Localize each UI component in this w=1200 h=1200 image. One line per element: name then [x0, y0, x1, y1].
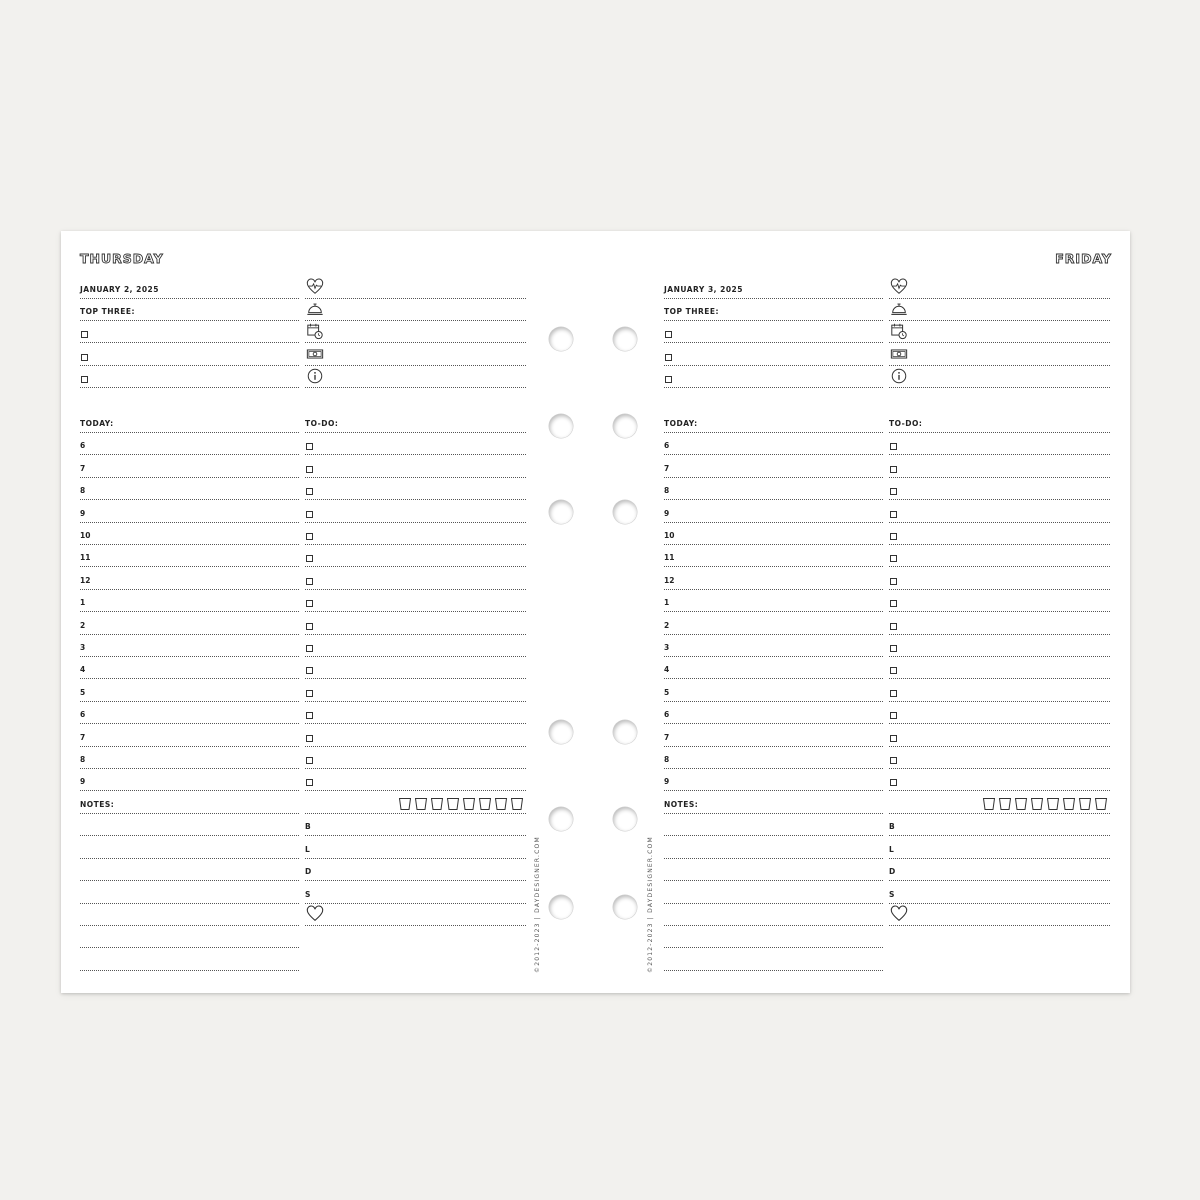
hour-label: 9 [80, 777, 86, 786]
checkbox[interactable] [306, 623, 313, 630]
hour-label: 8 [664, 486, 670, 495]
notes-line[interactable] [80, 858, 299, 881]
water-glass-icon[interactable] [414, 797, 428, 811]
checkbox[interactable] [890, 488, 897, 495]
binder-hole [549, 720, 573, 744]
notes-label: NOTES: [664, 800, 699, 809]
wellness-row[interactable] [305, 365, 526, 388]
binder-hole [549, 500, 573, 524]
today-label: TODAY: [80, 419, 114, 428]
hour-label: 1 [664, 598, 670, 607]
checkbox[interactable] [306, 757, 313, 764]
meal-label: B [305, 822, 311, 831]
hour-row[interactable] [80, 567, 299, 590]
checkbox[interactable] [890, 466, 897, 473]
checkbox[interactable] [890, 690, 897, 697]
meal-label: S [305, 890, 311, 899]
hour-label: 6 [80, 710, 86, 719]
meal-row[interactable] [889, 858, 1110, 881]
checkbox[interactable] [306, 712, 313, 719]
checkbox[interactable] [306, 690, 313, 697]
top-three-item[interactable] [664, 320, 883, 343]
hour-label: 12 [80, 576, 91, 585]
hour-row[interactable] [664, 432, 883, 455]
meal-label: L [305, 845, 310, 854]
right-column [305, 231, 526, 993]
hour-label: 8 [664, 755, 670, 764]
hour-row[interactable] [664, 724, 883, 747]
water-glass-icon[interactable] [462, 797, 476, 811]
day-title: THURSDAY [80, 251, 164, 266]
todo-item[interactable] [889, 746, 1110, 769]
gratitude-row[interactable] [889, 903, 1110, 926]
binder-hole [613, 500, 637, 524]
hour-label: 3 [80, 643, 86, 652]
day-title: FRIDAY [1055, 251, 1112, 266]
meal-label: B [889, 822, 895, 831]
today-label: TODAY: [664, 419, 698, 428]
hour-row[interactable] [80, 634, 299, 657]
meal-row[interactable] [889, 881, 1110, 904]
hour-row[interactable] [80, 500, 299, 523]
water-glass-icon[interactable] [1046, 797, 1060, 811]
copyright-text: ©2012-2023 | DAYDESIGNER.COM [647, 836, 654, 973]
wellness-row[interactable] [889, 343, 1110, 366]
hour-row[interactable] [664, 477, 883, 500]
checkbox[interactable] [306, 488, 313, 495]
hour-label: 10 [664, 531, 675, 540]
hour-row[interactable] [80, 746, 299, 769]
binder-hole [613, 720, 637, 744]
checkbox[interactable] [890, 779, 897, 786]
hour-label: 5 [80, 688, 86, 697]
page-friday [664, 231, 1110, 993]
date-row[interactable] [664, 276, 883, 299]
heartbeat-icon [890, 278, 908, 296]
water-glass-icon[interactable] [430, 797, 444, 811]
checkbox[interactable] [890, 667, 897, 674]
todo-item[interactable] [305, 477, 526, 500]
notes-line[interactable] [80, 925, 299, 948]
today-header-row[interactable] [664, 410, 883, 433]
todo-item[interactable] [889, 500, 1110, 523]
checkbox[interactable] [306, 667, 313, 674]
service-bell-icon [306, 300, 324, 318]
notes-line[interactable] [80, 836, 299, 859]
hour-row[interactable] [80, 544, 299, 567]
checkbox[interactable] [306, 779, 313, 786]
wellness-row[interactable] [305, 343, 526, 366]
hour-label: 9 [664, 777, 670, 786]
water-glass-icon[interactable] [494, 797, 508, 811]
checkbox[interactable] [665, 354, 672, 361]
wellness-row[interactable] [889, 276, 1110, 299]
todo-item[interactable] [889, 455, 1110, 478]
notes-line[interactable] [664, 881, 883, 904]
checkbox[interactable] [306, 555, 313, 562]
water-glass-icon[interactable] [1014, 797, 1028, 811]
todo-item[interactable] [889, 634, 1110, 657]
meal-row[interactable] [889, 836, 1110, 859]
todo-item[interactable] [889, 522, 1110, 545]
hour-row[interactable] [80, 768, 299, 791]
meal-row[interactable] [305, 881, 526, 904]
meal-row[interactable] [889, 813, 1110, 836]
hour-label: 11 [80, 553, 91, 562]
wellness-row[interactable] [305, 298, 526, 321]
planner-sheet [61, 231, 1130, 993]
page-thursday [80, 231, 526, 993]
water-glass-icon[interactable] [398, 797, 412, 811]
todo-item[interactable] [305, 455, 526, 478]
checkbox[interactable] [306, 645, 313, 652]
water-glass-icon[interactable] [1094, 797, 1108, 811]
notes-line[interactable] [80, 903, 299, 926]
checkbox[interactable] [890, 578, 897, 585]
right-column [889, 231, 1110, 993]
todo-item[interactable] [889, 432, 1110, 455]
hour-row[interactable] [664, 634, 883, 657]
hour-label: 3 [664, 643, 670, 652]
hour-row[interactable] [664, 522, 883, 545]
binder-hole [613, 327, 637, 351]
water-glass-icon[interactable] [478, 797, 492, 811]
hour-label: 8 [80, 486, 86, 495]
checkbox[interactable] [890, 511, 897, 518]
water-glass-icon[interactable] [982, 797, 996, 811]
today-header-row[interactable] [80, 410, 299, 433]
binder-holes [549, 231, 629, 993]
checkbox[interactable] [81, 376, 88, 383]
checkbox[interactable] [306, 578, 313, 585]
todo-item[interactable] [889, 724, 1110, 747]
hour-row[interactable] [80, 432, 299, 455]
todo-item[interactable] [305, 746, 526, 769]
hour-label: 7 [664, 464, 670, 473]
hour-label: 2 [80, 621, 86, 630]
water-glass-icon[interactable] [998, 797, 1012, 811]
todo-item[interactable] [889, 477, 1110, 500]
wellness-row[interactable] [305, 276, 526, 299]
top-three-item[interactable] [80, 343, 299, 366]
notes-line[interactable] [80, 881, 299, 904]
notes-header-row[interactable] [80, 791, 299, 814]
hour-row[interactable] [664, 455, 883, 478]
todo-item[interactable] [305, 701, 526, 724]
wellness-row[interactable] [305, 320, 526, 343]
wellness-row[interactable] [889, 298, 1110, 321]
hour-row[interactable] [664, 679, 883, 702]
copyright-text: ©2012-2023 | DAYDESIGNER.COM [534, 836, 541, 973]
checkbox[interactable] [890, 757, 897, 764]
notes-line[interactable] [80, 948, 299, 971]
hour-row[interactable] [664, 746, 883, 769]
binder-hole [549, 807, 573, 831]
top-three-row[interactable] [664, 298, 883, 321]
top-three-item[interactable] [80, 365, 299, 388]
checkbox[interactable] [81, 354, 88, 361]
hour-row[interactable] [80, 724, 299, 747]
calendar-clock-icon [306, 322, 324, 340]
wellness-row[interactable] [889, 365, 1110, 388]
hour-label: 1 [80, 598, 86, 607]
checkbox[interactable] [665, 376, 672, 383]
binder-hole [549, 414, 573, 438]
todo-item[interactable] [889, 612, 1110, 635]
checkbox[interactable] [890, 712, 897, 719]
notes-line[interactable] [664, 948, 883, 971]
money-icon [890, 345, 908, 363]
hour-label: 11 [664, 553, 675, 562]
todo-item[interactable] [889, 656, 1110, 679]
gratitude-row[interactable] [305, 903, 526, 926]
water-glass-icon[interactable] [446, 797, 460, 811]
hour-row[interactable] [80, 612, 299, 635]
todo-item[interactable] [305, 634, 526, 657]
hour-label: 6 [80, 441, 86, 450]
water-tracker [982, 797, 1108, 811]
checkbox[interactable] [890, 600, 897, 607]
water-glass-icon[interactable] [1030, 797, 1044, 811]
todo-label: TO-DO: [889, 419, 923, 428]
checkbox[interactable] [890, 555, 897, 562]
meal-row[interactable] [305, 836, 526, 859]
hour-label: 6 [664, 710, 670, 719]
meal-label: D [305, 867, 312, 876]
hour-label: 9 [80, 509, 86, 518]
hour-label: 10 [80, 531, 91, 540]
notes-line[interactable] [664, 836, 883, 859]
todo-label: TO-DO: [305, 419, 339, 428]
top-three-label: TOP THREE: [664, 307, 720, 316]
left-column [80, 231, 299, 993]
checkbox[interactable] [81, 331, 88, 338]
todo-item[interactable] [889, 701, 1110, 724]
water-tracker [398, 797, 524, 811]
date-row[interactable] [80, 276, 299, 299]
wellness-row[interactable] [889, 320, 1110, 343]
meal-label: S [889, 890, 895, 899]
checkbox[interactable] [306, 511, 313, 518]
hour-label: 7 [80, 733, 86, 742]
hour-row[interactable] [664, 589, 883, 612]
notes-line[interactable] [664, 858, 883, 881]
hour-label: 9 [664, 509, 670, 518]
binder-hole [549, 327, 573, 351]
water-glass-icon[interactable] [510, 797, 524, 811]
hour-row[interactable] [80, 679, 299, 702]
hour-row[interactable] [80, 477, 299, 500]
calendar-clock-icon [890, 322, 908, 340]
info-icon [306, 367, 324, 385]
hour-label: 7 [80, 464, 86, 473]
hour-row[interactable] [664, 500, 883, 523]
top-three-label: TOP THREE: [80, 307, 136, 316]
todo-item[interactable] [889, 544, 1110, 567]
heartbeat-icon [306, 278, 324, 296]
hour-row[interactable] [664, 768, 883, 791]
hour-row[interactable] [664, 612, 883, 635]
todo-item[interactable] [889, 567, 1110, 590]
hour-row[interactable] [80, 701, 299, 724]
todo-item[interactable] [305, 567, 526, 590]
meal-label: L [889, 845, 894, 854]
heart-icon [306, 905, 324, 923]
binder-hole [613, 414, 637, 438]
todo-header-row[interactable] [305, 410, 526, 433]
hour-label: 6 [664, 441, 670, 450]
todo-item[interactable] [889, 589, 1110, 612]
todo-item[interactable] [305, 589, 526, 612]
hour-label: 5 [664, 688, 670, 697]
hour-row[interactable] [664, 701, 883, 724]
checkbox[interactable] [890, 645, 897, 652]
todo-item[interactable] [305, 724, 526, 747]
todo-item[interactable] [305, 679, 526, 702]
meal-label: D [889, 867, 896, 876]
checkbox[interactable] [890, 623, 897, 630]
info-icon [890, 367, 908, 385]
notes-line[interactable] [80, 813, 299, 836]
top-three-item[interactable] [80, 320, 299, 343]
hour-label: 4 [80, 665, 86, 674]
notes-line[interactable] [664, 813, 883, 836]
service-bell-icon [890, 300, 908, 318]
hour-label: 8 [80, 755, 86, 764]
todo-item[interactable] [889, 679, 1110, 702]
meal-row[interactable] [305, 858, 526, 881]
date-label: JANUARY 3, 2025 [664, 285, 743, 294]
water-tracker-row[interactable] [889, 791, 1110, 814]
water-tracker-row[interactable] [305, 791, 526, 814]
notes-line[interactable] [664, 925, 883, 948]
checkbox[interactable] [306, 466, 313, 473]
checkbox[interactable] [665, 331, 672, 338]
money-icon [306, 345, 324, 363]
meal-row[interactable] [305, 813, 526, 836]
top-three-row[interactable] [80, 298, 299, 321]
hour-label: 12 [664, 576, 675, 585]
hour-row[interactable] [80, 656, 299, 679]
todo-item[interactable] [889, 768, 1110, 791]
todo-item[interactable] [305, 612, 526, 635]
water-glass-icon[interactable] [1062, 797, 1076, 811]
binder-hole [549, 895, 573, 919]
checkbox[interactable] [306, 600, 313, 607]
todo-item[interactable] [305, 432, 526, 455]
checkbox[interactable] [306, 533, 313, 540]
heart-icon [890, 905, 908, 923]
top-three-item[interactable] [664, 343, 883, 366]
water-glass-icon[interactable] [1078, 797, 1092, 811]
notes-line[interactable] [664, 903, 883, 926]
binder-hole [613, 807, 637, 831]
hour-row[interactable] [664, 567, 883, 590]
notes-label: NOTES: [80, 800, 115, 809]
hour-row[interactable] [664, 544, 883, 567]
todo-item[interactable] [305, 522, 526, 545]
hour-row[interactable] [80, 455, 299, 478]
hour-label: 7 [664, 733, 670, 742]
todo-item[interactable] [305, 656, 526, 679]
hour-row[interactable] [80, 589, 299, 612]
todo-item[interactable] [305, 544, 526, 567]
date-label: JANUARY 2, 2025 [80, 285, 159, 294]
checkbox[interactable] [306, 735, 313, 742]
binder-hole [613, 895, 637, 919]
left-column [664, 231, 883, 993]
top-three-item[interactable] [664, 365, 883, 388]
notes-header-row[interactable] [664, 791, 883, 814]
checkbox[interactable] [890, 443, 897, 450]
todo-item[interactable] [305, 768, 526, 791]
todo-item[interactable] [305, 500, 526, 523]
hour-label: 4 [664, 665, 670, 674]
checkbox[interactable] [890, 533, 897, 540]
todo-header-row[interactable] [889, 410, 1110, 433]
hour-row[interactable] [80, 522, 299, 545]
checkbox[interactable] [890, 735, 897, 742]
checkbox[interactable] [306, 443, 313, 450]
hour-label: 2 [664, 621, 670, 630]
hour-row[interactable] [664, 656, 883, 679]
